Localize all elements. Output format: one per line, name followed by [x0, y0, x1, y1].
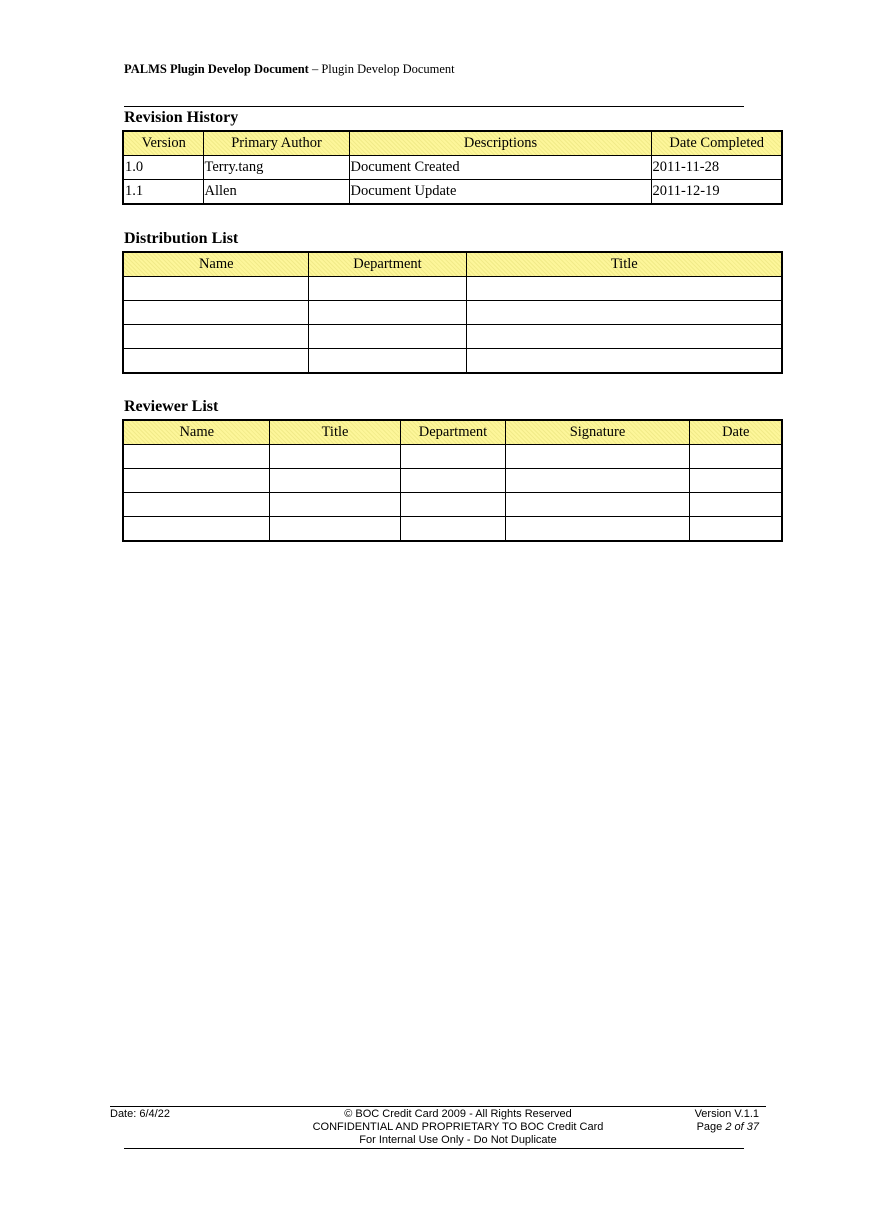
page-of: of	[731, 1121, 747, 1133]
table-cell	[400, 493, 505, 517]
table-cell	[123, 517, 269, 542]
column-header: Descriptions	[349, 131, 651, 156]
column-header: Date	[689, 420, 782, 445]
footer-version-block	[695, 1108, 759, 1134]
column-header: Department	[400, 420, 505, 445]
footer-copyright: © BOC Credit Card 2009 - All Rights Reserved	[344, 1108, 572, 1120]
author-cell: Allen	[203, 180, 349, 205]
version-cell: 1.0	[123, 156, 203, 180]
table-row	[123, 301, 782, 325]
column-header: Title	[269, 420, 400, 445]
column-header: Title	[466, 252, 782, 277]
revision-history-table	[122, 130, 783, 205]
column-header: Primary Author	[203, 131, 349, 156]
table-cell	[123, 301, 308, 325]
table-row	[123, 517, 782, 542]
column-header: Department	[308, 252, 466, 277]
table-cell	[308, 349, 466, 374]
table-cell	[308, 301, 466, 325]
table-cell	[466, 325, 782, 349]
table-cell	[123, 349, 308, 374]
footer-confidential: CONFIDENTIAL AND PROPRIETARY TO BOC Credit Card	[312, 1121, 604, 1133]
table-cell	[269, 445, 400, 469]
table-cell	[689, 469, 782, 493]
table-cell	[689, 493, 782, 517]
table-row	[123, 349, 782, 374]
table-cell	[689, 517, 782, 542]
table-cell	[505, 493, 689, 517]
table-cell	[505, 445, 689, 469]
table-cell	[123, 325, 308, 349]
column-header: Name	[123, 252, 308, 277]
table-cell	[505, 469, 689, 493]
page-header	[124, 62, 455, 77]
table-header-row	[123, 252, 782, 277]
table-cell	[400, 469, 505, 493]
document-subtitle: Plugin Develop Document	[321, 62, 455, 76]
page-label: Page	[696, 1121, 726, 1133]
table-cell	[123, 469, 269, 493]
table-cell	[123, 493, 269, 517]
date-cell: 2011-11-28	[651, 156, 782, 180]
document-title: PALMS Plugin Develop Document	[124, 62, 309, 76]
distribution-list-title: Distribution List	[124, 230, 239, 247]
table-cell	[269, 517, 400, 542]
table-cell	[466, 301, 782, 325]
reviewer-list-title: Reviewer List	[124, 398, 219, 415]
table-cell	[400, 517, 505, 542]
column-header: Date Completed	[651, 131, 782, 156]
table-row	[123, 493, 782, 517]
description-cell: Document Update	[349, 180, 651, 205]
table-cell	[269, 493, 400, 517]
table-header-row	[123, 420, 782, 445]
table-cell	[269, 469, 400, 493]
header-separator: –	[308, 62, 322, 76]
table-cell	[123, 277, 308, 301]
table-row	[123, 445, 782, 469]
table-cell	[308, 277, 466, 301]
reviewer-list-table	[122, 419, 783, 542]
footer-rule-bottom	[124, 1148, 744, 1149]
page-current: 2	[725, 1121, 732, 1133]
footer-rule-top	[110, 1106, 766, 1107]
table-cell	[466, 277, 782, 301]
author-cell: Terry.tang	[203, 156, 349, 180]
header-rule	[124, 106, 744, 107]
version-cell: 1.1	[123, 180, 203, 205]
footer-version: Version V.1.1	[694, 1108, 759, 1120]
footer-internal-use: For Internal Use Only - Do Not Duplicate	[359, 1134, 557, 1146]
distribution-list-table	[122, 251, 783, 374]
page-total: 37	[746, 1121, 759, 1133]
table-header-row	[123, 131, 782, 156]
table-cell	[308, 325, 466, 349]
table-cell	[400, 445, 505, 469]
table-row	[123, 180, 782, 205]
table-row	[123, 277, 782, 301]
table-cell	[123, 445, 269, 469]
revision-history-title: Revision History	[124, 109, 239, 126]
table-cell	[505, 517, 689, 542]
footer-notice	[260, 1108, 656, 1147]
column-header: Name	[123, 420, 269, 445]
footer-page-number	[695, 1121, 759, 1134]
column-header: Signature	[505, 420, 689, 445]
table-cell	[466, 349, 782, 374]
table-row	[123, 156, 782, 180]
footer-date: Date: 6/4/22	[110, 1108, 170, 1120]
date-cell: 2011-12-19	[651, 180, 782, 205]
table-row	[123, 469, 782, 493]
table-row	[123, 325, 782, 349]
table-cell	[689, 445, 782, 469]
description-cell: Document Created	[349, 156, 651, 180]
column-header: Version	[123, 131, 203, 156]
